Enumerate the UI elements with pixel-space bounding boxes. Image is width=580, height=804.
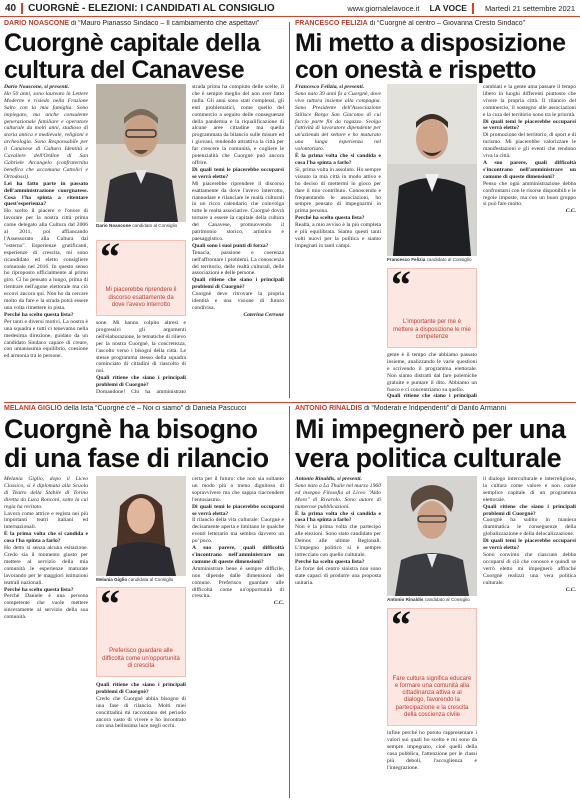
interview-question: A suo parere, quali difficoltà s'incontrano nell'amministrare un comune di queste dimensioni?: [192, 545, 284, 565]
interview-question: Lei ha fatto parte in passato dell'amministrazione cuorgnatese. Cosa l'ha spinta a ritentare quest'esperienza?: [4, 180, 88, 208]
article-kicker: ANTONIO RINALDIS di “Moderati e Indipendenti” di Danilo Armanni: [295, 405, 507, 412]
interview-question: A suo parere, quali difficoltà s'incontrano nell'amministrare un comune di queste dimensioni?: [483, 159, 576, 180]
article-paragraph: Realtà, a mio avviso è la più completa e più equilibrata. Siamo questi tanti volti nuovi per la politica e siamo impegnati in tanti campi.: [295, 222, 381, 249]
quote-mark-icon: “: [100, 234, 120, 279]
pull-quote: “ L'importante per me è mettere a disposizione le mie competenze: [387, 268, 477, 348]
article-giglio: [4, 405, 284, 473]
article-column: [387, 352, 477, 398]
photo-caption: Francesco Felizia candidato al Consiglio: [387, 257, 472, 262]
article-paragraph: Di promozione del territorio, di sport e di turismo. Mi piacerebbe valorizzare le manifestazioni e gli eventi che rendono viva la città.: [483, 132, 576, 160]
interview-question: Perché ha scelto questa lista?: [295, 558, 365, 565]
article-paragraph: Antonio Rinaldis, si presenti.: [295, 476, 362, 482]
article-paragraph: Ho 50 anni, sono laureato in Lettere Moderne e risiedo nella Frazione Salto con la mia famiglia. Sono impiegato, ma anche consulente generazionale familiare e operatore culturale da molti anni, studioso di storia antica e medievale, religioni e archeologia. Sono Responsabile per il Canavese di Cultura Identità e Cavaliere dell'Ordine di San Gabriele Arcangelo (confraternita benefica che accomuna Cattolici e Ortodossi).: [4, 90, 88, 180]
interview-question: Quali ritiene che siano i principali problemi di Cuorgnè?: [96, 682, 186, 695]
row-divider: [4, 402, 576, 403]
article-paragraph: Penso che ogni amministrazione debba confrontarsi con le risorse disponibili e le regole imposte, ma con un buon gruppo si può fare molto.: [483, 180, 576, 208]
article-column: [192, 84, 284, 396]
photo-caption: Melania Giglio candidata al Consiglio: [96, 577, 174, 582]
article-rinaldis: [295, 405, 577, 473]
interview-question: Perché ha scelto questa lista?: [4, 311, 74, 318]
article-paragraph: Dario Noascone, si presenti.: [4, 84, 70, 90]
article-paragraph: strada prima ha compiuto delle scelte, il che è sempre meglio del non aver fatto nulla. Gli anni sono stati complessi, gli enti problematici, come quello del commercio a seguito delle conseguenze della pandemia e la riqualificazione di alcune aree cittadine ma quella programmata da bilancio sulle misure ed i giovani, rendendo attrattiva la città per far crescere la comunità, e cogliere le potenzialità che Cuorgnè può ancora offrire.: [192, 84, 284, 166]
article-column: [4, 84, 88, 396]
interview-question: Perché ha scelto questa lista?: [295, 215, 365, 222]
article-kicker: DARIO NOASCONE di “Mauro Pianasso Sindaco – Il cambiamento che aspettavi”: [4, 20, 260, 27]
article-headline: Cuorgnè capitale della cultura del Canavese: [4, 29, 260, 84]
interview-question: Di quali temi le piacerebbe occuparsi se verrà eletto?: [483, 538, 576, 552]
article-paragraph: Amministrare bene è sempre difficile, non dipende dalle dimensioni del comune. Preferisco guardare alle difficoltà come un'opportunità di crescita.: [192, 565, 284, 600]
photo-caption: Dario Noascone candidato al Consiglio: [96, 223, 178, 228]
article-paragraph: sone. Mi hanno colpito altresì e progressivi gli argomenti nell'elaborazione, le tematiche di rilievo per la nostra Cuorgnè, la concretezza, l'ascolto verso i bisogni della città. Le stesse programma stesso della squadra cominciato di cittadini di riascolto di noi.: [96, 320, 186, 375]
article-paragraph: il dialogo interculturale e interreligioso, la cultura come valore e non come semplice capitale di un programma elettorale.: [483, 476, 576, 503]
article-paragraph: infine perché ho potuto rappresentare i valori sui quali ho scelto e mi sono da sempre impegnato, cioè quelli della cosa pubblica, l'attenzione per le classi più deboli, l'accoglienza e l'integrazione.: [387, 730, 477, 771]
author-signature: Caterina Cerrone: [243, 311, 284, 318]
article-kicker: FRANCESCO FELIZIA di “Cuorgnè al centro – Giovanna Cresto Sindaco”: [295, 20, 525, 27]
quote-mark-icon: “: [391, 602, 411, 647]
article-felizia: [295, 20, 577, 84]
article-column: [96, 682, 186, 798]
column-divider: [289, 406, 290, 798]
brand-logo: LA VOCE: [429, 3, 467, 13]
section-title: CUORGNÈ - ELEZIONI: I CANDIDATI AL CONSIGLIO: [28, 2, 275, 14]
candidate-photo: [96, 476, 186, 576]
article-paragraph: Sono convinto che ciascuno debba occuparsi di ciò che conosce e quindi se verrò eletto mi impegnerò affinché Cuorgnè realizzi una vera politica culturale.: [483, 551, 576, 586]
candidate-photo: [387, 476, 477, 596]
interview-question: Quali sono i suoi punti di forza?: [192, 242, 269, 249]
article-paragraph: Francesco Felizia, si presenti.: [295, 84, 365, 90]
interview-question: Quali ritiene che siano i principali problemi di Cuorgnè?: [192, 277, 284, 291]
article-headline: Mi metto a disposizione con onestà e rispetto: [295, 29, 566, 84]
article-paragraph: Sono nato a La Thuile nel marzo 1960 ed insegno Filosofia al Liceo "Aldo Moro" di Rivarolo. Sono autore di numerose pubblicazioni.: [295, 482, 381, 510]
interview-question: È la prima volta che si candida e cosa l'ha spinta a farlo?: [295, 153, 381, 166]
page-number: 40: [5, 2, 17, 14]
article-paragraph: Domandone! Chi ha amministrato: [96, 389, 186, 396]
article-paragraph: Sì, prima volta in assoluto. Ho sempre vissuto la mia città in modo attivo e ho deciso di mettermi in gioco per dare il mio contributo. Conoscendo e frequentando le associazioni, ho sempre pensato di impegnarmi in prima persona.: [295, 166, 381, 215]
article-paragraph: Per tanti e diversi motivi. La nostra è una squadra e tutti ci tenevamo nella medesima direzione, guidato da un candidato Sindaco capace di creare, con umanissima equilibrio, coesione ed armonia tra le persone.: [4, 318, 88, 360]
article-paragraph: Mi piacerebbe riprendere il discorso esattamente da dove l'avevo interrotto, riannodare e rilanciare le realtà culturali in un ricco calendario che coinvolga tutte le realtà associative. Cuorgnè dovrà tornare a essere la capitale della cultura del Canavese, promuovendo il patrimonio storico, artistico e paesaggistico.: [192, 180, 284, 242]
pull-quote: “ Mi piacerebbe riprendere il discorso esattamente da dove l'avevo interrotto: [96, 240, 186, 316]
author-signature: C.C.: [273, 600, 284, 607]
article-paragraph: Melania Giglio, dopo il Liceo Classico, si è diplomata alla Scuola di Teatro della Stabile di Torino diretta da Luca Ronconi, sotto la cui regia ha recitato.: [4, 476, 88, 510]
article-paragraph: cambiati e la gente ama passare il tempo libero in luoghi differenti piuttosto che vivere la propria città. Il rilancio del commercio, il sostegno alle associazioni e la cura del territorio sono tra le priorità.: [483, 84, 576, 118]
interview-question: È la prima volta che si candida e cosa l'ha spinta a farlo?: [4, 531, 88, 545]
article-paragraph: Tenacia, passione e coerenza nell'affrontare i problemi. La conoscenza del territorio, delle realtà culturali, delle associazioni e delle persone.: [192, 249, 284, 277]
article-paragraph: Ho detto sì senza alcuna esitazione. Credo sia il momento giusto per mettere al servizio della mia comunità le esperienze maturate lavorando per le maggiori istituzioni teatrali nazionali.: [4, 545, 88, 586]
pull-quote: “ Fare cultura significa educare e formare una comunità alla cittadinanza attiva e al dialogo, favorendo la partecipazione e la crescita della coscienza civile: [387, 608, 477, 726]
article-column: [295, 476, 381, 798]
author-signature: C.C.: [565, 208, 576, 215]
article-headline: Cuorgnè ha bisogno di una fase di rilancio: [4, 414, 269, 473]
website: www.giornalelavoce.it: [347, 3, 420, 13]
article-headline: Mi impegnerò per una vera politica culturale: [295, 414, 566, 473]
article-paragraph: Non è la prima volta che partecipo alle elezioni. Sono stato candidato per Demos alle ultime Regionali. L'impegno politico si è sempre intrecciato con quello culturale.: [295, 524, 381, 558]
interview-question: Quali ritiene che siano i principali: [387, 393, 477, 398]
interview-question: Perché ha scelto questa lista?: [4, 586, 74, 593]
photo-caption: Antonio Rinaldis candidato al Consiglio: [387, 597, 470, 602]
article-column: [295, 84, 381, 398]
quote-mark-icon: “: [100, 581, 120, 626]
article-paragraph: Il rilancio della vita culturale: Cuorgnè e decisamente aperta e limitano le qualche eventi letterario ma sembra davvero un po' poco.: [192, 517, 284, 545]
column-divider: [289, 22, 290, 398]
article-paragraph: Credo che Cuorgnè abbia bisogno di una fase di rilancio. Molti miei concittadini mi raccontano del periodo ancora vasto di vivere e ho incontrato con una bellissima luce negli occhi.: [96, 695, 186, 730]
article-kicker: MELANIA GIGLIO della lista “Cuorgnè c'è – Noi ci siamo” di Daniela Pascucci: [4, 405, 247, 412]
interview-question: Quali ritiene che siano i principali problemi di Cuorgnè?: [483, 503, 576, 517]
interview-question: Di quali temi le piacerebbe occuparsi se verrà eletto?: [192, 166, 284, 180]
article-paragraph: Cuorgnè deve ritrovare la propria identità e una visione di futuro condivisa.: [192, 291, 284, 311]
article-column: [483, 84, 576, 398]
article-column: [483, 476, 576, 798]
divider: [472, 3, 474, 14]
candidate-photo: [387, 84, 477, 256]
divider: [21, 3, 23, 14]
issue-date: Martedì 21 settembre 2021: [484, 3, 575, 13]
article-column: [96, 320, 186, 396]
page-header: [0, 0, 580, 17]
article-column: [192, 476, 284, 798]
author-signature: C.C.: [565, 586, 576, 593]
article-paragraph: Sono nato 39 anni fa a Cuorgnè, dove vivo tuttora insieme alla compagna. Sono Presidente dell'Associazione Stilisce Borgo San Giacomo di cui faccio parte fin da ragazzo. Svolgo l'attività di lavoratore dipendente per un'azienda del settore e ho maturato una lunga esperienza nel volontariato.: [295, 90, 381, 153]
article-paragraph: Le forze del centro sinistra non sono state capaci di produrre una proposta unitaria.: [295, 565, 381, 586]
interview-question: Di quali temi le piacerebbe occuparsi se verrà eletto?: [483, 118, 576, 132]
article-paragraph: certa per il futuro: che non sia soltanto un modo più o meno dignitoso di sopravvivere ma che sappia riaccendere l'entusiasmo.: [192, 476, 284, 503]
article-paragraph: Perché Daniele è una persona competente che vuole mettere sinceramente al servizio della sua comunità.: [4, 593, 88, 621]
candidate-photo: [96, 84, 186, 222]
article-paragraph: gente è il tempo che abbiamo passato insieme, analizzando le varie questioni e scrivendo il programma elettorale. Non siamo distratti dal fare polemiche gratuite e puntare il dito. Abbiamo un fuoco e ci concentriamo su quello.: [387, 352, 477, 393]
article-column: [387, 730, 477, 798]
pull-quote: “ Preferisco guardare alle difficoltà come un'opportunità di crescita: [96, 587, 186, 677]
article-noascone: [4, 20, 284, 84]
article-column: [4, 476, 88, 798]
interview-question: Di quali temi le piacerebbe occuparsi se verrà eletta?: [192, 503, 284, 517]
article-paragraph: Lavora come attrice e regista nei più importanti teatri italiani ed internazionali.: [4, 510, 88, 531]
article-paragraph: Ho scelto il piacere e l'onore di lavorare per la nostra città prima come delegato alla Cultura dal 2006 al 2011, poi affiancando l'Assessorato alla Cultura dal "esterno". Esperienze gratificanti, esperienze di crescita, mi sono ricandidato ed eletto consigliere comunale nel 2016. In questo senso ho riproposto ufficialmente al primo giro. Ci ho pensato a lungo, prima di rientrare nell'agone elettorale ma ciò eccovi ancora qui. Non ho da cercare molto da fare e la strada potrà essere una volta rimettere in pista.: [4, 208, 88, 311]
interview-question: È la prima volta che si candida e cosa l'ha spinta a farlo?: [295, 510, 381, 524]
article-paragraph: Cuorgnè ha subito in maniera drammatica le conseguenze della globalizzazione e della delocalizzazione.: [483, 517, 576, 538]
quote-mark-icon: “: [391, 262, 411, 307]
interview-question: Quali ritiene che siano i principali problemi di Cuorgnè?: [96, 375, 186, 389]
